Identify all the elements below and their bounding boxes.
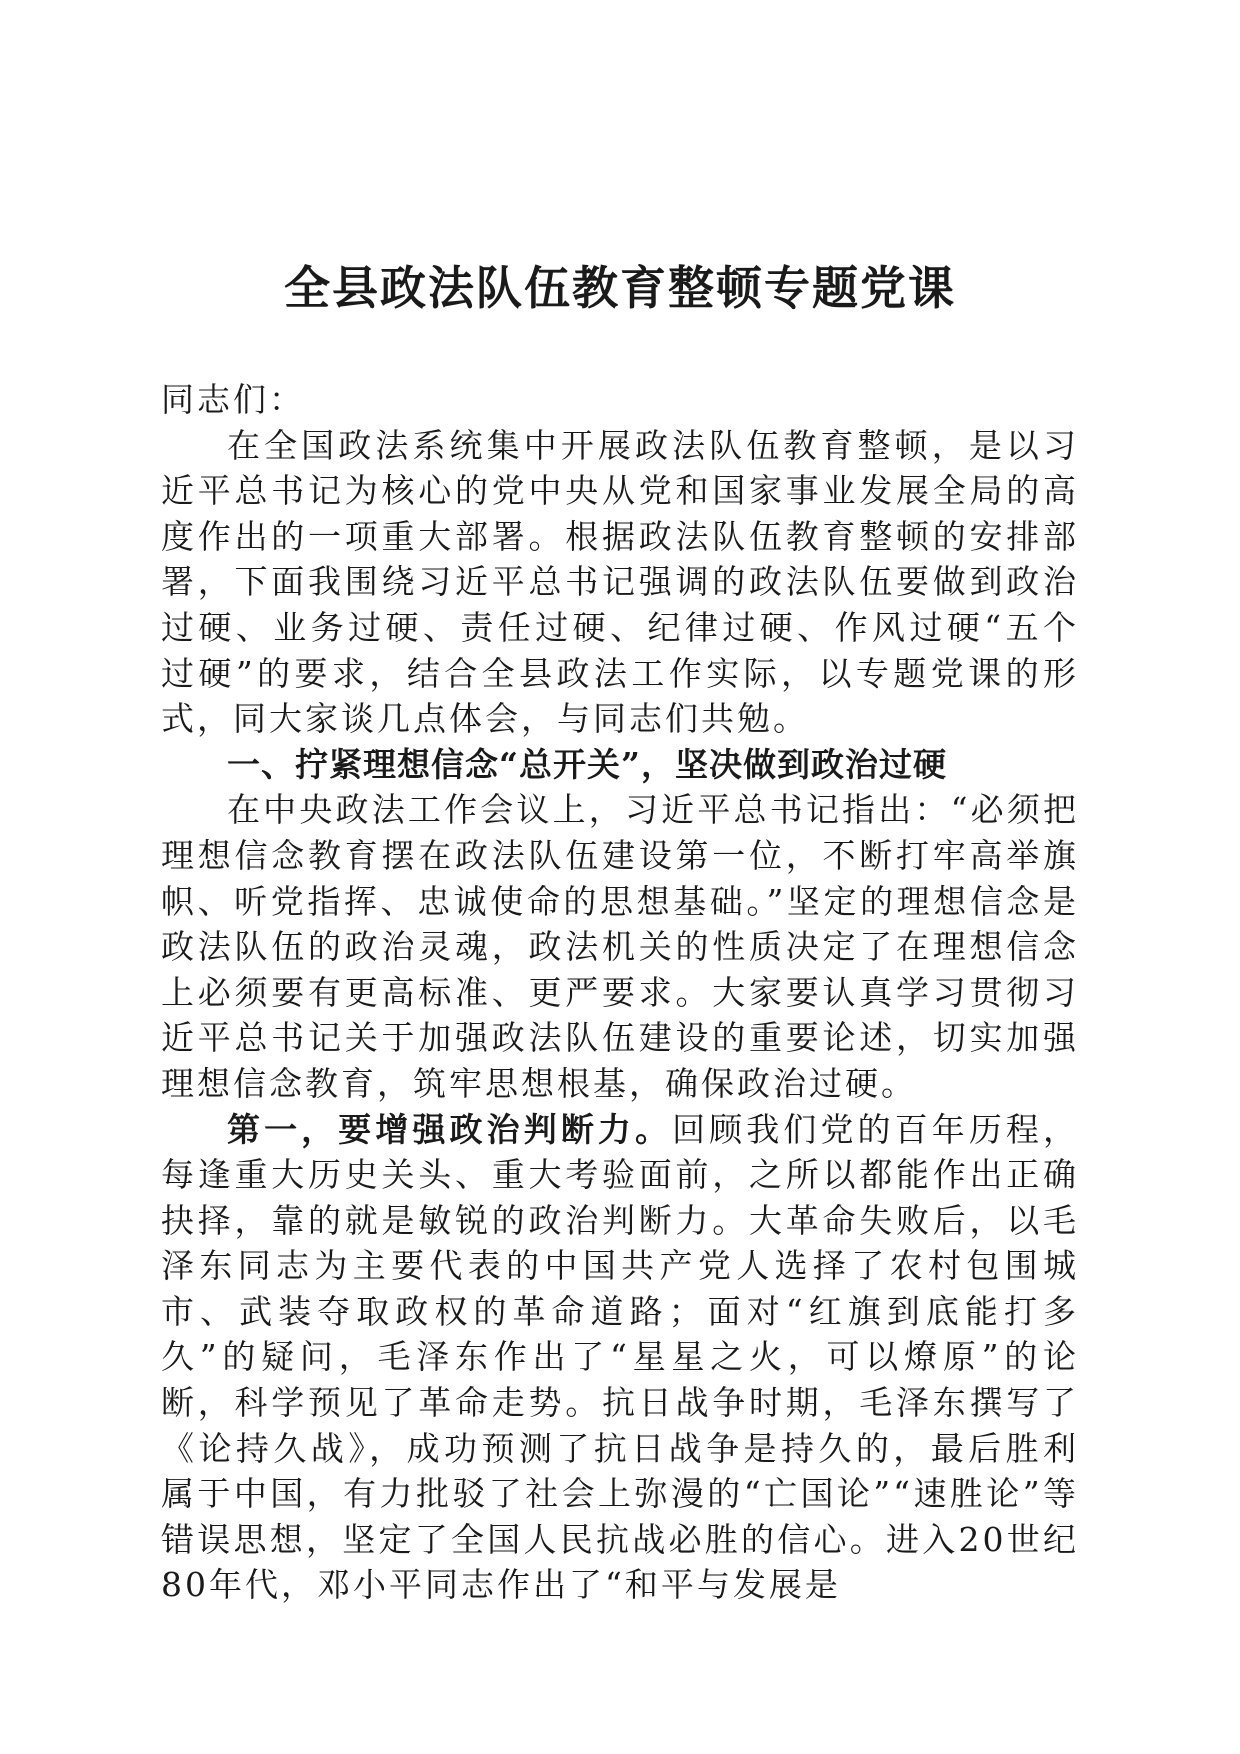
- document-title: 全县政法队伍教育整顿专题党课: [284, 261, 956, 315]
- section-heading: 一、拧紧理想信念“总开关”，坚决做到政治过硬: [227, 744, 947, 784]
- section-paragraph: 在中央政法工作会议上，习近平总书记指出：“必须把理想信念教育摆在政法队伍建设第一位，不断打牢高举旗帜、听党指挥、忠诚使命的思想基础。”坚定的理想信念是政法队伍的政治灵魂，政法机关的性质决定了在理想信念上必须要有更高标准、更严要求。大家要认真学习贯彻习近平总书记关于加强政法队伍建设的重要论述，切实加强理想信念教育，筑牢思想根基，确保政治过硬。: [161, 790, 1079, 1103]
- intro-paragraph: 在全国政法系统集中开展政法队伍教育整顿，是以习近平总书记为核心的党中央从党和国家事业发展全局的高度作出的一项重大部署。根据政法队伍教育整顿的安排部署，下面我围绕习近平总书记强调的政法队伍要做到政治过硬、业务过硬、责任过硬、纪律过硬、作风过硬“五个过硬”的要求，结合全县政法工作实际，以专题党课的形式，同大家谈几点体会，与同志们共勉。: [161, 425, 1079, 739]
- document-body: [161, 377, 1079, 1608]
- salutation: 同志们：: [161, 380, 305, 419]
- point-text: 回顾我们党的百年历程，每逢重大历史关头、重大考验面前，之所以都能作出正确抉择，靠的就是敏锐的政治判断力。大革命失败后，以毛泽东同志为主要代表的中国共产党人选择了农村包围城市、武装夺取政权的革命道路；面对“红旗到底能打多久”的疑问，毛泽东作出了“星星之火，可以燎原”的论断，科学预见了革命走势。抗日战争时期，毛泽东撰写了《论持久战》，成功预测了抗日战争是持久的，最后胜利属于中国，有力批驳了社会上弥漫的“亡国论”“速胜论”等错误思想，坚定了全国人民抗战必胜的信心。进入20世纪80年代，邓小平同志作出了“和平与发展是: [161, 1109, 1080, 1605]
- point-paragraph: [161, 1107, 1079, 1609]
- point-lead: 第一，要增强政治判断力。: [227, 1109, 673, 1149]
